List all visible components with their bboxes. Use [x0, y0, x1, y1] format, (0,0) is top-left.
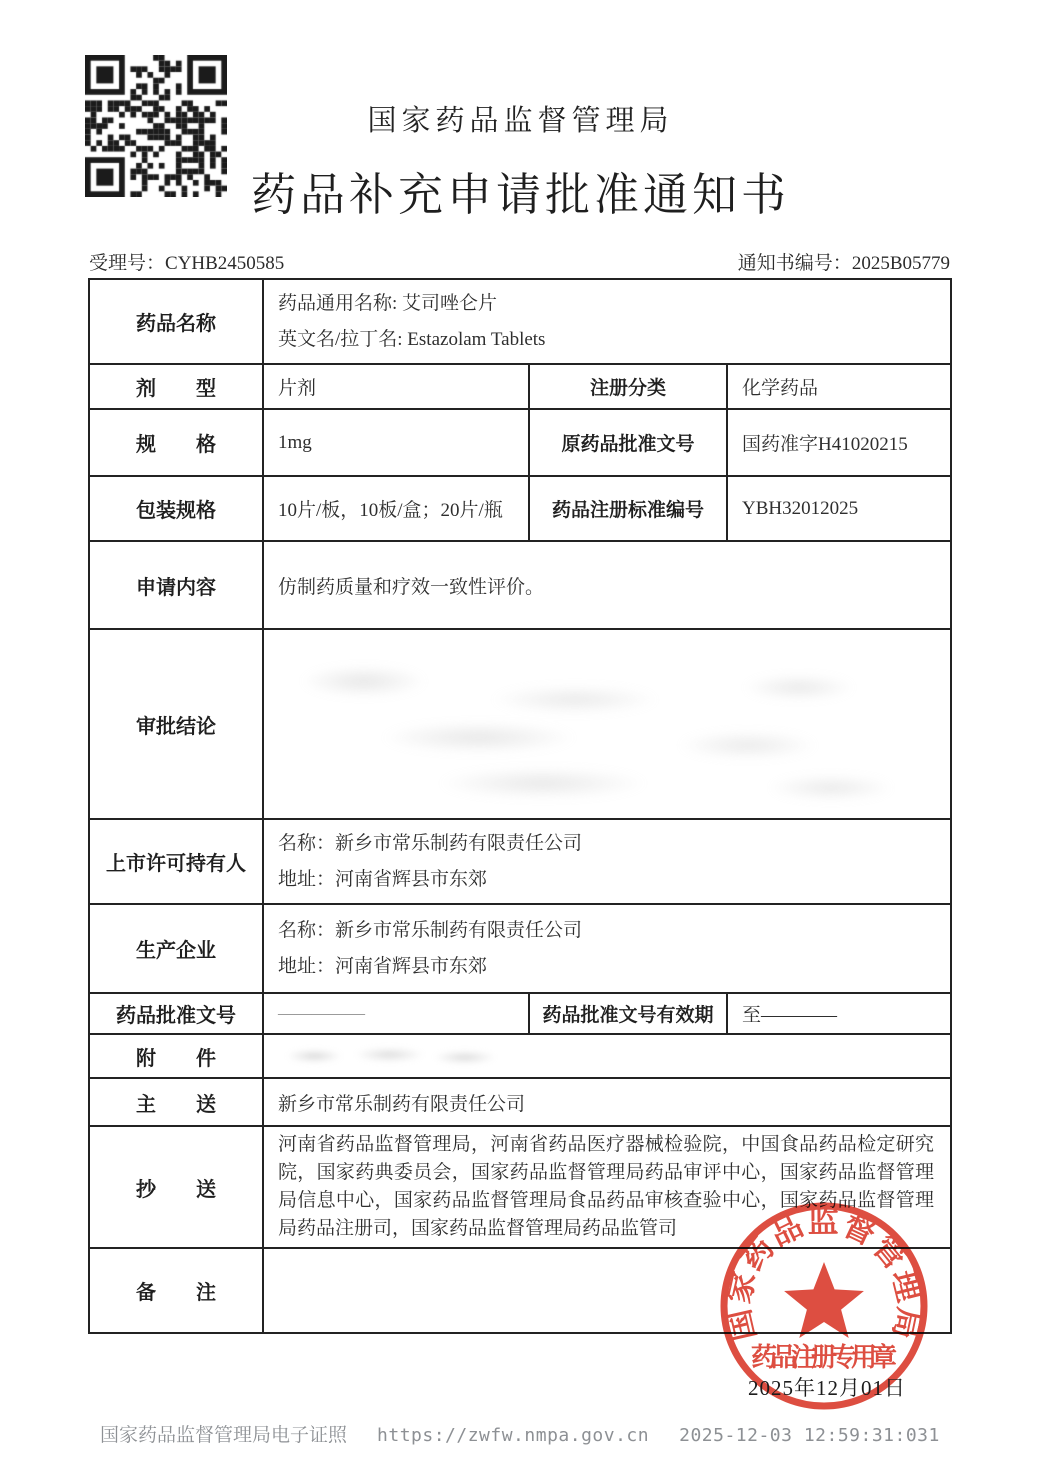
- registration-standard-no-label: 药品注册标准编号: [529, 476, 727, 541]
- notice-number-value: 2025B05779: [851, 253, 950, 274]
- table-row: [89, 476, 951, 541]
- approval-notice-table: [88, 278, 952, 1334]
- footer-url: https://zwfw.nmpa.gov.cn: [377, 1425, 650, 1446]
- license-holder-value: [263, 819, 951, 904]
- manufacturer-name: 名称：新乡市常乐制药有限责任公司: [278, 919, 583, 941]
- drug-english-name: 英文名/拉丁名: Estazolam Tablets: [278, 328, 546, 350]
- notice-number: [738, 248, 950, 275]
- license-holder-label: 上市许可持有人: [89, 819, 263, 904]
- redacted-approval-conclusion: [287, 654, 926, 806]
- footer-timestamp: 2025-12-03 12:59:31:031: [679, 1425, 940, 1446]
- main-recipient-label: 主 送: [89, 1078, 263, 1126]
- seal-ring-text: 国家药品监督管理局: [721, 1203, 928, 1345]
- dosage-form-label: 剂 型: [89, 364, 263, 409]
- acceptance-number-label: 受理号：: [89, 253, 166, 274]
- table-row: [89, 993, 951, 1034]
- table-row: [89, 1078, 951, 1126]
- package-spec-value: 10片/板，10板/盒；20片/瓶: [263, 476, 529, 541]
- approval-conclusion-label: 审批结论: [89, 629, 263, 819]
- footer-certificate-text: 国家药品监督管理局电子证照: [100, 1425, 348, 1446]
- table-row: [89, 409, 951, 476]
- footer: [100, 1420, 980, 1447]
- table-row: [89, 1034, 951, 1078]
- drug-name-label: 药品名称: [89, 279, 263, 364]
- seal-star-icon: [784, 1262, 864, 1338]
- approval-no-validity-value: 至————: [727, 993, 951, 1034]
- package-spec-label: 包装规格: [89, 476, 263, 541]
- main-recipient-value: 新乡市常乐制药有限责任公司: [263, 1078, 951, 1126]
- manufacturer-value: [263, 904, 951, 993]
- manufacturer-address: 地址：河南省辉县市东郊: [278, 955, 488, 977]
- agency-title: 国家药品监督管理局: [367, 105, 674, 137]
- application-content-label: 申请内容: [89, 541, 263, 629]
- seal-bottom-text: 药品注册专用章: [751, 1343, 897, 1372]
- acceptance-number: [89, 248, 284, 275]
- drug-approval-no-value: [263, 993, 529, 1034]
- original-approval-no-value: 国药准字H41020215: [727, 409, 951, 476]
- registration-class-value: 化学药品: [727, 364, 951, 409]
- reference-row: [89, 248, 950, 275]
- notice-number-label: 通知书编号：: [737, 253, 852, 274]
- cc-recipient-label: 抄 送: [89, 1126, 263, 1248]
- original-approval-no-label: 原药品批准文号: [529, 409, 727, 476]
- license-holder-address: 地址：河南省辉县市东郊: [278, 868, 488, 890]
- table-row: [89, 364, 951, 409]
- redacted-attachment: [282, 1043, 497, 1069]
- spec-label: 规 格: [89, 409, 263, 476]
- attachment-value: [263, 1034, 951, 1078]
- approval-conclusion-value: [263, 629, 951, 819]
- attachment-label: 附 件: [89, 1034, 263, 1078]
- cc-recipient-text: 河南省药品监督管理局，河南省药品医疗器械检验院，中国食品药品检定研究院，国家药典委员会，国家药品监督管理局药品审评中心，国家药品监督管理局信息中心，国家药品监督管理局食品药品审核查验中心，国家药品监督管理局药品注册司，国家药品监督管理局药品监管司: [278, 1134, 935, 1239]
- spec-value: 1mg: [263, 409, 529, 476]
- table-row: [89, 279, 951, 364]
- table-row: [89, 541, 951, 629]
- seal-date: 2025年12月01日: [748, 1376, 906, 1400]
- drug-generic-name: 药品通用名称: 艾司唑仑片: [278, 292, 498, 314]
- application-content-value: 仿制药质量和疗效一致性评价。: [263, 541, 951, 629]
- approval-no-dash: —————: [278, 1002, 363, 1024]
- table-row: [89, 819, 951, 904]
- acceptance-number-value: CYHB2450585: [165, 253, 285, 274]
- registration-class-label: 注册分类: [529, 364, 727, 409]
- registration-standard-no-value: YBH32012025: [727, 476, 951, 541]
- table-row: [89, 629, 951, 819]
- drug-name-value: [263, 279, 951, 364]
- remarks-label: 备 注: [89, 1248, 263, 1333]
- approval-no-validity-label: 药品批准文号有效期: [529, 993, 727, 1034]
- drug-approval-no-label: 药品批准文号: [89, 993, 263, 1034]
- manufacturer-label: 生产企业: [89, 904, 263, 993]
- dosage-form-value: 片剂: [263, 364, 529, 409]
- document-title: 药品补充申请批准通知书: [250, 170, 790, 220]
- table-row: [89, 904, 951, 993]
- license-holder-name: 名称：新乡市常乐制药有限责任公司: [278, 832, 583, 854]
